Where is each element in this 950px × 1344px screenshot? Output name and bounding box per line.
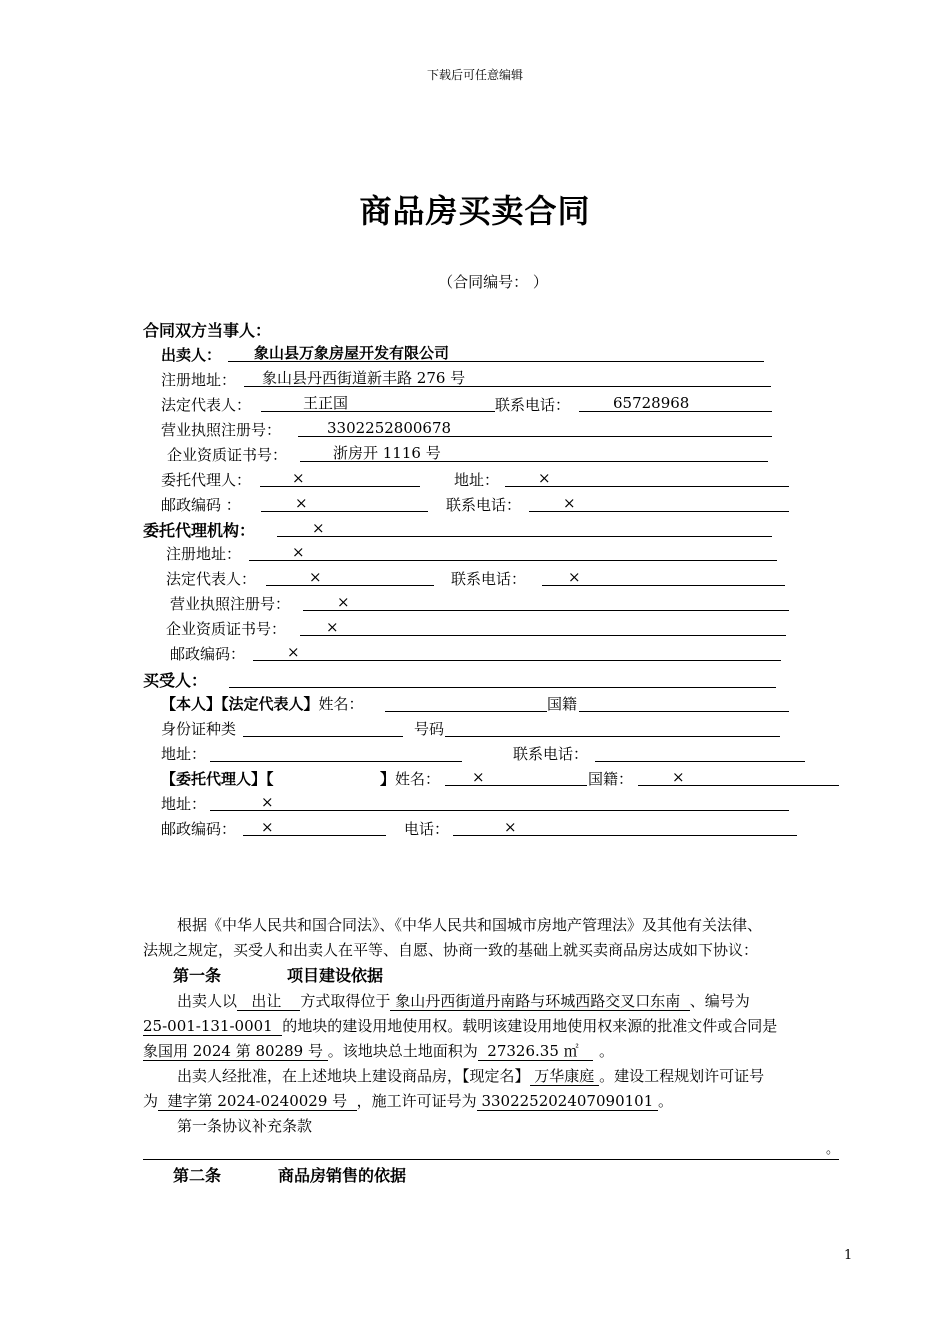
buyer-agent-name-label: 姓名：	[395, 770, 441, 788]
text: 。该地块总土地面积为	[327, 1042, 478, 1060]
buyer-agent-name-field[interactable]: ×	[445, 768, 587, 786]
buyer-agent-label-a: 【委托代理人】【	[161, 770, 274, 788]
agency-qual-field[interactable]: ×	[300, 618, 786, 636]
agency-postcode-label: 邮政编码：	[170, 645, 246, 663]
seller-legal-rep-label: 法定代表人：	[161, 396, 252, 414]
article1-line-2	[143, 1014, 777, 1039]
text: 。建设工程规划许可证号	[599, 1067, 765, 1085]
agency-license-field[interactable]: ×	[303, 593, 789, 611]
page-number: 1	[844, 1248, 853, 1263]
acquire-method: 出让	[237, 992, 301, 1010]
article1-supplement-field[interactable]: 。	[143, 1141, 839, 1160]
article1-title: 项目建设依据	[287, 966, 384, 985]
text: 出卖人以	[177, 992, 238, 1010]
buyer-phone-label: 联系电话：	[513, 745, 589, 763]
project-name: 万华康庭	[529, 1067, 600, 1085]
buyer-heading: 买受人：	[143, 671, 208, 690]
article1-line-4	[177, 1064, 764, 1089]
buyer-name-label: 姓名：	[318, 695, 364, 713]
buyer-postcode-field[interactable]: ×	[243, 818, 386, 836]
land-area: 27326.35 ㎡	[477, 1042, 593, 1060]
agency-legal-rep-field[interactable]: ×	[266, 568, 434, 586]
seller-agent-phone-label: 联系电话：	[446, 496, 522, 514]
buyer-agent-address-label: 地址：	[161, 795, 207, 813]
land-location: 象山丹西街道丹南路与环城西路交叉口东南	[390, 992, 690, 1010]
seller-agent-address-label: 地址：	[454, 471, 500, 489]
agency-qual-label: 企业资质证书号：	[166, 620, 287, 638]
buyer-person-name-field[interactable]	[385, 693, 547, 712]
article1-number: 第一条	[173, 966, 222, 985]
seller-postcode-field[interactable]: ×	[261, 494, 428, 512]
seller-agent-field[interactable]: ×	[260, 469, 420, 487]
buyer-agent-nationality-label: 国籍：	[588, 770, 634, 788]
seller-agent-phone-field[interactable]: ×	[529, 494, 789, 512]
seller-address-label: 注册地址：	[161, 371, 237, 389]
agency-legal-rep-label: 法定代表人：	[166, 570, 257, 588]
agency-phone-label: 联系电话：	[451, 570, 527, 588]
seller-license-label: 营业执照注册号：	[161, 421, 282, 439]
article1-line-1	[177, 989, 750, 1014]
parties-heading: 合同双方当事人：	[143, 321, 272, 340]
construction-permit: 330225202407090101	[476, 1092, 659, 1110]
buyer-agent-phone-label: 电话：	[404, 820, 450, 838]
buyer-agent-name-row	[380, 768, 440, 789]
buyer-nationality-field[interactable]	[579, 693, 789, 712]
buyer-id-no-label: 号码	[414, 720, 445, 738]
text: 出卖人经批准，在上述地块上建设商品房，【现定名】	[177, 1067, 530, 1085]
planning-permit: 建字第 2024-0240029 号	[158, 1092, 357, 1110]
seller-phone-field[interactable]: 65728968	[579, 394, 772, 412]
seller-legal-rep-field[interactable]: 王正国	[261, 394, 495, 412]
seller-qual-field[interactable]: 浙房开 1116 号	[300, 444, 768, 462]
document-title: 商品房买卖合同	[359, 192, 591, 230]
agency-address-label: 注册地址：	[166, 545, 242, 563]
lot-number: 25-001-131-0001	[143, 1017, 283, 1035]
buyer-agent-address-field[interactable]: ×	[210, 793, 789, 811]
buyer-self-row	[161, 693, 364, 714]
seller-postcode-label: 邮政编码 ：	[161, 496, 241, 514]
text: ，施工许可证号为	[356, 1092, 477, 1110]
buyer-postcode-label: 邮政编码：	[161, 820, 237, 838]
buyer-agent-nationality-field[interactable]: ×	[638, 768, 839, 786]
article1-supplement-label: 第一条协议补充条款	[177, 1117, 313, 1135]
buyer-self-label: 【本人】【法定代表人】	[161, 695, 319, 713]
intro-line-2: 法规之规定，买受人和出卖人在平等、自愿、协商一致的基础上就买卖商品房达成如下协议：	[143, 941, 759, 959]
text: 方式取得位于	[300, 992, 391, 1010]
agency-name-field[interactable]: ×	[277, 519, 772, 537]
article1-line-3	[143, 1039, 614, 1064]
seller-address-field[interactable]: 象山县丹西街道新丰路 276 号	[244, 369, 771, 387]
approval-document: 象国用 2024 第 80289 号	[143, 1042, 328, 1060]
agency-heading: 委托代理机构：	[143, 521, 256, 540]
seller-name-field[interactable]: 象山县万象房屋开发有限公司	[228, 344, 764, 362]
buyer-id-no-field[interactable]	[445, 718, 780, 737]
text: 为	[143, 1092, 159, 1110]
seller-label: 出卖人：	[161, 346, 222, 364]
buyer-name-field[interactable]	[229, 669, 776, 688]
text: 。	[658, 1092, 674, 1110]
buyer-phone-field[interactable]	[595, 743, 805, 762]
seller-license-field[interactable]: 3302252800678	[298, 419, 772, 437]
intro-line-1: 根据《中华人民共和国合同法》、《中华人民共和国城市房地产管理法》及其他有关法律、	[177, 916, 763, 934]
agency-postcode-field[interactable]: ×	[253, 643, 781, 661]
contract-number: （合同编号： ）	[438, 273, 548, 291]
buyer-address-field[interactable]	[210, 743, 462, 762]
seller-phone-label: 联系电话：	[495, 396, 571, 414]
seller-qual-label: 企业资质证书号：	[167, 446, 288, 464]
buyer-id-type-label: 身份证种类	[161, 720, 237, 738]
text: 。	[598, 1042, 614, 1060]
buyer-id-type-field[interactable]	[243, 718, 403, 737]
article2-number: 第二条	[173, 1166, 222, 1185]
buyer-agent-label-b: 】	[380, 770, 396, 788]
page-header: 下载后可任意编辑	[426, 68, 523, 82]
agency-phone-field[interactable]: ×	[542, 568, 785, 586]
buyer-address-label: 地址：	[161, 745, 207, 763]
seller-agent-label: 委托代理人：	[161, 471, 252, 489]
article2-title: 商品房销售的依据	[278, 1166, 407, 1185]
agency-license-label: 营业执照注册号：	[170, 595, 291, 613]
article1-line-5	[143, 1089, 673, 1114]
text: 、编号为	[689, 992, 750, 1010]
agency-address-field[interactable]: ×	[249, 543, 777, 561]
buyer-nationality-label: 国籍	[547, 695, 578, 713]
text: 的地块的建设用地使用权。载明该建设用地使用权来源的批准文件或合同是	[282, 1017, 778, 1035]
buyer-agent-phone-field[interactable]: ×	[453, 818, 797, 836]
seller-agent-address-field[interactable]: ×	[505, 469, 789, 487]
